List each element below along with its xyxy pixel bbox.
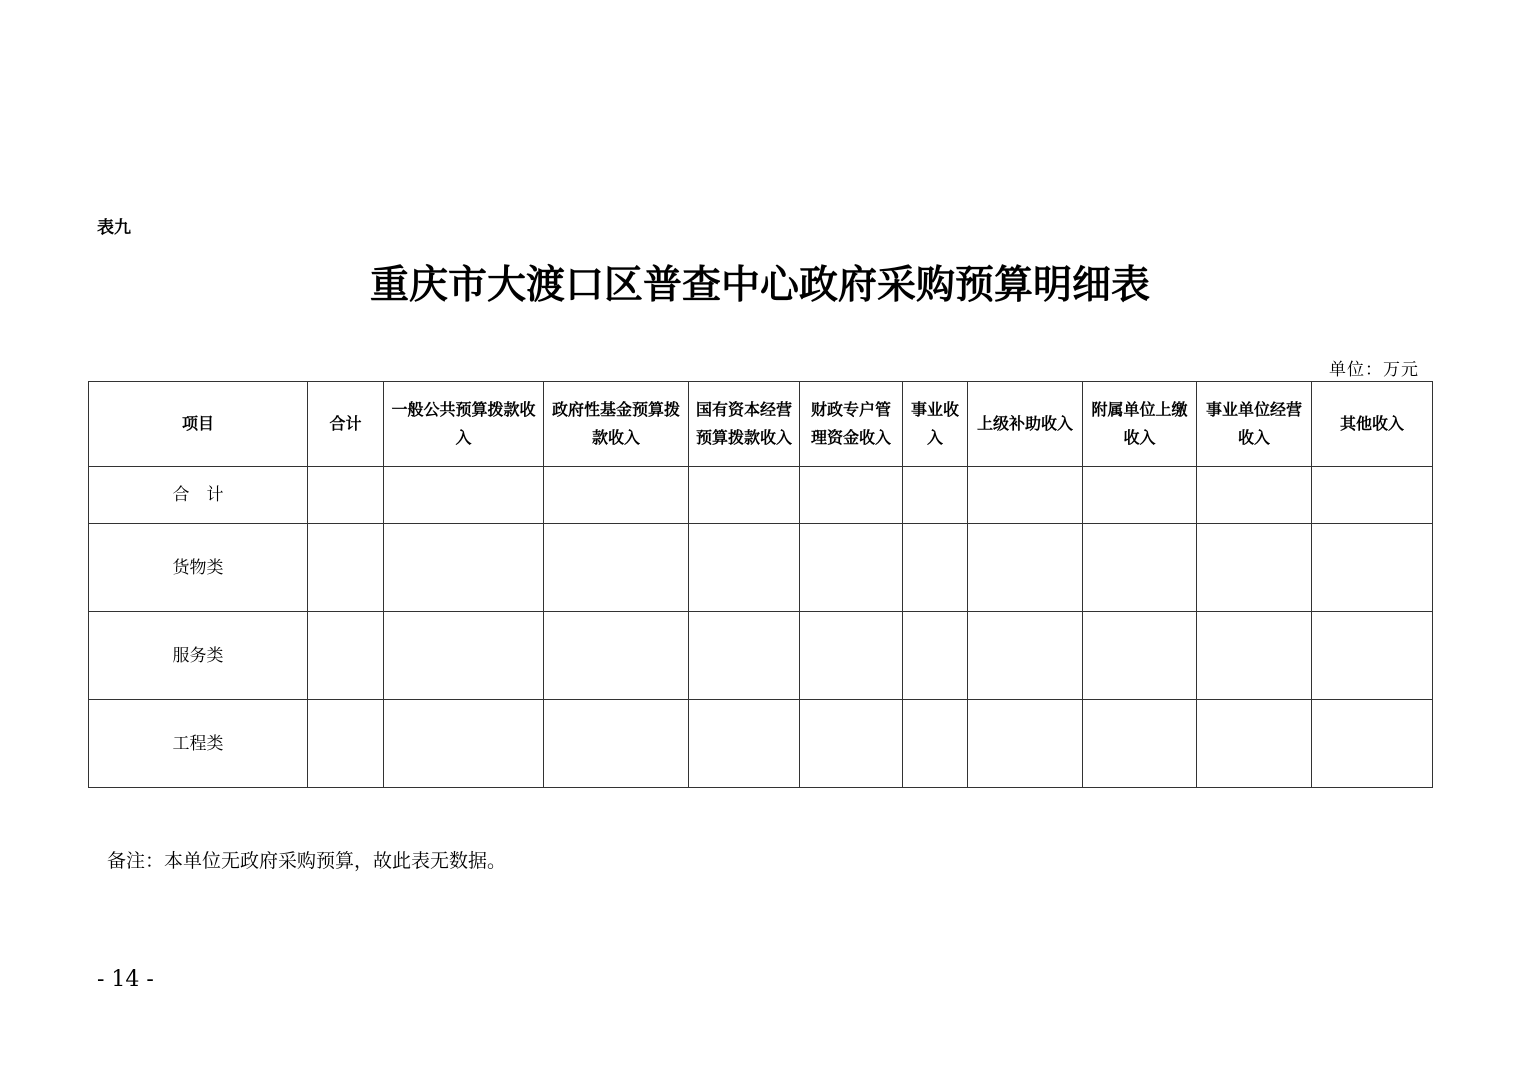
table-cell (1083, 612, 1197, 700)
page-title: 重庆市大渡口区普查中心政府采购预算明细表 (369, 262, 1150, 308)
table-cell (689, 700, 800, 788)
table-row-engineering (89, 700, 1433, 788)
table-row-goods (89, 524, 1433, 612)
table-cell (1083, 700, 1197, 788)
table-cell (968, 467, 1083, 524)
table-cell (1312, 612, 1433, 700)
table-cell (1312, 467, 1433, 524)
table-cell (384, 700, 544, 788)
remark-note: 备注：本单位无政府采购预算，故此表无数据。 (107, 850, 507, 872)
table-cell (308, 700, 384, 788)
table-cell (1083, 524, 1197, 612)
row-label: 货物类 (89, 524, 308, 612)
header-cell: 政府性基金预算拨款收入 (544, 382, 689, 467)
table-cell (544, 612, 689, 700)
header-cell: 事业单位经营收入 (1197, 382, 1312, 467)
header-cell: 上级补助收入 (968, 382, 1083, 467)
table-cell (308, 467, 384, 524)
table-cell (1197, 524, 1312, 612)
table-row-services (89, 612, 1433, 700)
table-cell (1197, 467, 1312, 524)
header-cell: 项目 (89, 382, 308, 467)
table-cell (1083, 467, 1197, 524)
table-row-total (89, 467, 1433, 524)
table-cell (800, 612, 903, 700)
table-cell (903, 524, 968, 612)
table-label: 表九 (97, 218, 131, 238)
table-cell (689, 612, 800, 700)
header-row (89, 382, 1433, 467)
header-cell: 财政专户管理资金收入 (800, 382, 903, 467)
table-cell (384, 612, 544, 700)
procurement-budget-table (88, 381, 1433, 788)
row-label: 工程类 (89, 700, 308, 788)
table-cell (800, 524, 903, 612)
page-number: - 14 - (97, 967, 154, 992)
table-cell (968, 524, 1083, 612)
table-cell (544, 524, 689, 612)
table-cell (800, 467, 903, 524)
table-cell (903, 612, 968, 700)
row-label: 合 计 (89, 467, 308, 524)
table-cell (544, 700, 689, 788)
table-cell (800, 700, 903, 788)
table-cell (1197, 700, 1312, 788)
table-cell (308, 524, 384, 612)
table-cell (544, 467, 689, 524)
table-cell (1312, 524, 1433, 612)
header-cell: 事业收入 (903, 382, 968, 467)
header-cell: 国有资本经营预算拨款收入 (689, 382, 800, 467)
table-cell (689, 524, 800, 612)
header-cell: 附属单位上缴收入 (1083, 382, 1197, 467)
table-cell (689, 467, 800, 524)
header-cell: 合计 (308, 382, 384, 467)
header-cell: 一般公共预算拨款收入 (384, 382, 544, 467)
unit-label: 单位：万元 (1329, 360, 1419, 380)
table-cell (903, 700, 968, 788)
header-cell: 其他收入 (1312, 382, 1433, 467)
table-cell (968, 700, 1083, 788)
table-cell (1312, 700, 1433, 788)
table-cell (384, 524, 544, 612)
table-cell (308, 612, 384, 700)
table-cell (1197, 612, 1312, 700)
table-cell (903, 467, 968, 524)
table-cell (968, 612, 1083, 700)
table-cell (384, 467, 544, 524)
row-label: 服务类 (89, 612, 308, 700)
